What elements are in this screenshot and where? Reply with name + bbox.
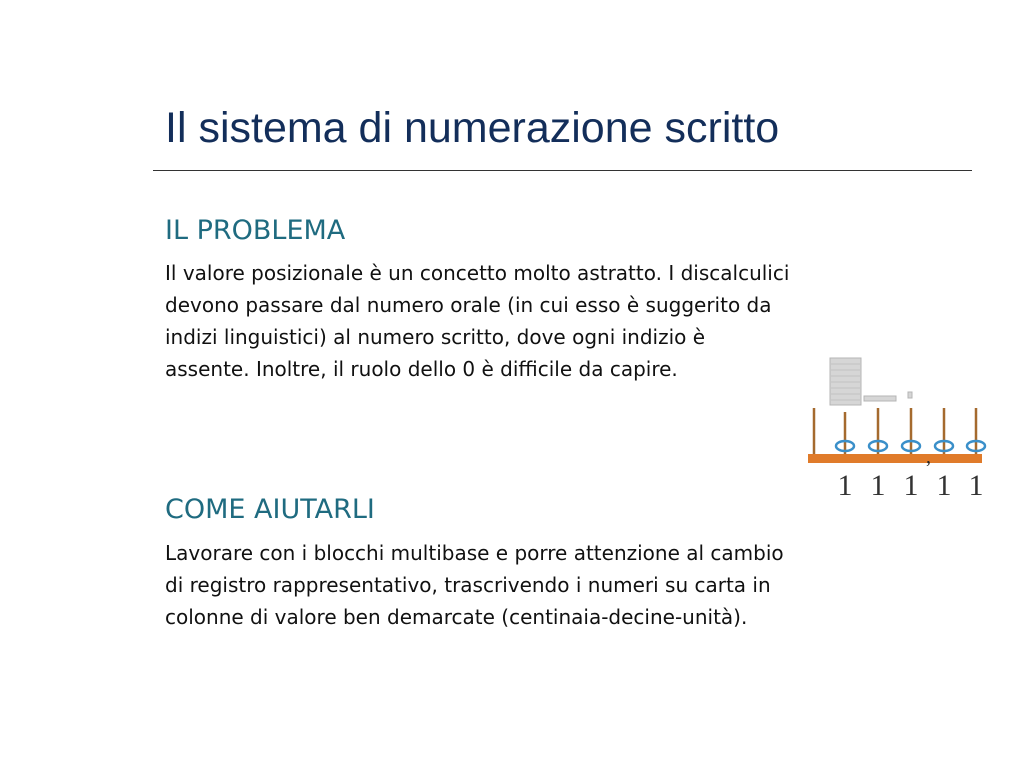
tens-rod-block xyxy=(864,396,896,401)
decimal-separator: , xyxy=(926,446,931,468)
place-digit: 1 xyxy=(968,469,984,502)
abacus-illustration xyxy=(800,352,996,504)
place-digit: 1 xyxy=(936,469,952,502)
hundreds-block xyxy=(830,358,861,405)
section-heading-help: COME AIUTARLI xyxy=(165,494,375,525)
section-text-help: Lavorare con i blocchi multibase e porre attenzione al cambio di registro rappresentativo, trascrivendo i numeri su carta in colonne di valore ben demarcate (centinaia-decine-unità). xyxy=(165,541,784,629)
title-divider xyxy=(153,170,972,171)
slide-title: Il sistema di numerazione scritto xyxy=(165,104,780,152)
section-heading-problem: IL PROBLEMA xyxy=(165,215,346,246)
unit-cube-block xyxy=(908,392,912,398)
place-digit: 1 xyxy=(903,469,919,502)
abacus-base xyxy=(808,454,982,463)
section-text-problem: Il valore posizionale è un concetto molto astratto. I discalculici devono passare dal numero orale (in cui esso è suggerito da indizi linguistici) al numero scritto, dove ogni indizio è assente. Inoltre, il ruolo dello 0 è difficile da capire. xyxy=(165,261,790,381)
place-digit: 1 xyxy=(870,469,886,502)
place-digit: 1 xyxy=(837,469,853,502)
